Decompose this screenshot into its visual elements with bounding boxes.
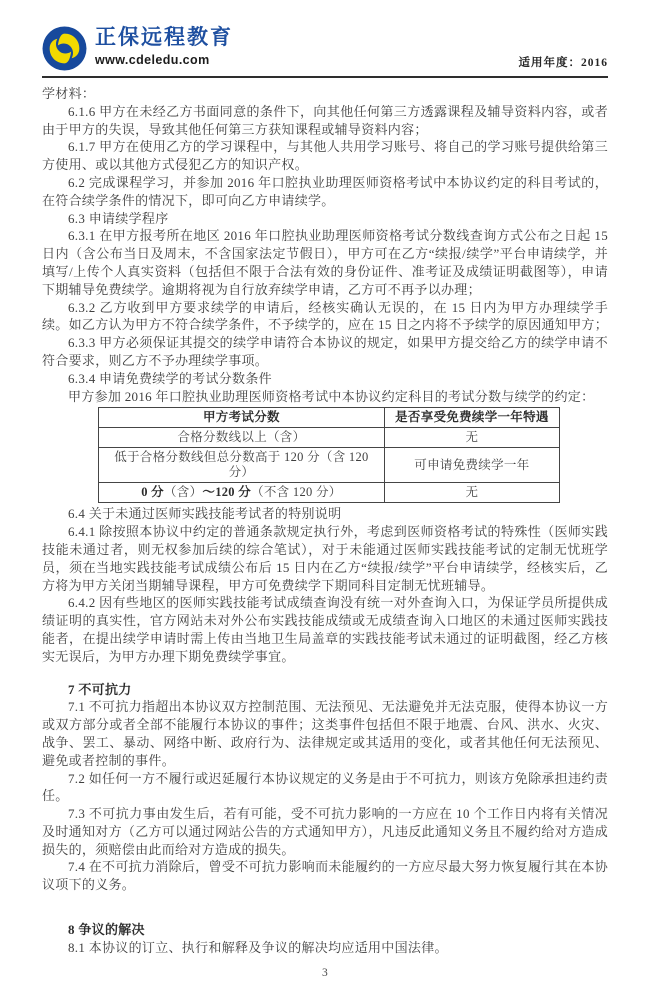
clause-intro-continuation: 学材料： [42,86,96,101]
score-segment: ～120 分 [202,485,252,500]
table-cell-score: 低于合格分数线但总分数高于 120 分（含 120 分） [99,448,385,483]
table-row [99,448,560,483]
clause-7-4: 7.4 在不可抗力消除后，曾受不可抗力影响而未能履约的一方应尽最大努力恢复履行其在本协议项下的义务。 [42,859,608,893]
page-header [42,0,608,78]
clause-6-3-1: 6.3.1 在甲方报考所在地区 2016 年口腔执业助理医师资格考试分数线查询方式公布之日起 15 日内（含公布当日及周末，不含国家法定节假日），甲方可在乙方“续报/续学”平台申请续学，并填写/上传个人真实资料（包括但不限于合法有效的身份证件、准考证及成绩证明截图等），申请下期辅导免费续学。逾期将视为自行放弃续学申请，乙方可不再予以办理； [42,228,608,297]
clause-6-4-2: 6.4.2 因有些地区的医师实践技能考试成绩查询没有统一对外查询入口，为保证学员所提供成绩证明的真实性，官方网站未对外公布实践技能成绩或无成绩查询入口地区的未通过医师实践技能者，在提出续学申请时需上传由当地卫生局盖章的实践技能考试未通过的证明截图，经乙方核实无误后，为甲方办理下期免费续学事宜。 [42,595,608,664]
clause-6-4-1: 6.4.1 除按照本协议中约定的普通条款规定执行外，考虑到医师资格考试的特殊性（医师实践技能未通过者，则无权参加后续的综合笔试），对于未能通过医师实践技能考试的定制无忧班学员，须在当地实践技能考试成绩公布后 15 日内在乙方“续报/续学”平台申请续学，经核实后，乙方将为甲方关闭当期辅导课程，甲方可免费续学下期同科目定制无忧班辅导。 [42,524,608,593]
table-header-score: 甲方考试分数 [99,408,385,428]
clause-6-3: 6.3 申请续学程序 [68,210,169,226]
clause-6-3-3: 6.3.3 甲方必须保证其提交的续学申请符合本协议的规定，如果甲方提交给乙方的续学申请不符合要求，则乙方不予办理续学事项。 [42,335,608,368]
clause-8-1: 8.1 本协议的订立、执行和解释及争议的解决均应适用中国法律。 [68,939,448,955]
table-cell-benefit: 无 [384,483,559,503]
exam-score-table [98,407,560,503]
clause-6-3-2: 6.3.2 乙方收到甲方要求续学的申请后，经核实确认无误的，在 15 日内为甲方办理续学手续。如乙方认为甲方不符合续学条件，不予续学的，应在 15 日之内将不予续学的原因通知甲方； [42,299,609,333]
score-segment: （含） [163,485,203,500]
table-row [99,483,560,503]
brand-name: 正保远程教育 [95,26,233,49]
table-header-benefit: 是否享受免费续学一年特遇 [384,408,559,428]
clause-6-1-6: 6.1.6 甲方在未经乙方书面同意的条件下，向其他任何第三方透露课程及辅导资料内容，或者由于甲方的失误，导致其他任何第三方获知课程或辅导资料内容； [42,103,608,137]
clause-6-4: 6.4 关于未通过医师实践技能考试者的特别说明 [68,506,342,522]
section-8-heading: 8 争议的解决 [68,922,145,938]
brand-url: www.cdeledu.com [95,53,210,67]
brand-logo-icon [42,26,87,71]
brand-text-block [95,26,233,68]
clause-6-2: 6.2 完成课程学习，并参加 2016 年口腔执业助理医师资格考试中本协议约定的科目考试的，在符合续学条件的情况下，即可向乙方申请续学。 [42,174,608,208]
table-cell-benefit: 可申请免费续学一年 [384,448,559,483]
clause-6-3-4: 6.3.4 申请免费续学的考试分数条件 [68,370,272,386]
table-cell-benefit: 无 [384,428,559,448]
clause-table-lead-in: 甲方参加 2016 年口腔执业助理医师资格考试中本协议约定科目的考试分数与续学的约定： [68,388,595,404]
section-7-heading: 7 不可抗力 [68,681,132,697]
table-header-row [99,408,560,428]
table-cell-score: 合格分数线以上（含） [99,428,385,448]
clause-7-2: 7.2 如任何一方不履行或迟延履行本协议规定的义务是由于不可抗力，则该方免除承担违约责任。 [42,770,608,804]
score-segment: 0 分 [141,485,164,500]
page-number: 3 [321,966,329,979]
table-cell-score [99,483,385,503]
score-segment: （不含 120 分） [251,485,342,500]
clause-7-3: 7.3 不可抗力事由发生后，若有可能，受不可抗力影响的一方应在 10 个工作日内将有关情况及时通知对方（乙方可以通过网站公告的方式通知甲方），凡违反此通知义务且不履约给对方造成损失的，须赔偿由此而给对方造成的损失。 [42,806,608,857]
clause-6-1-7: 6.1.7 甲方在使用乙方的学习课程中，与其他人共用学习账号、将自己的学习账号提供给第三方使用、或以其他方式侵犯乙方的知识产权。 [42,139,608,173]
applicable-year-label: 适用年度：2016 [518,57,608,69]
contract-body [42,85,608,982]
table-row [99,428,560,448]
clause-7-1: 7.1 不可抗力指超出本协议双方控制范围、无法预见、无法避免并无法克服，使得本协议一方或双方部分或者全部不能履行本协议的事件；这类事件包括但不限于地震、台风、洪水、火灾、战争、罢工、暴动、网络中断、政府行为、法律规定或其适用的变化，或者其他任何无法预见、避免或者控制的事件。 [42,699,608,768]
